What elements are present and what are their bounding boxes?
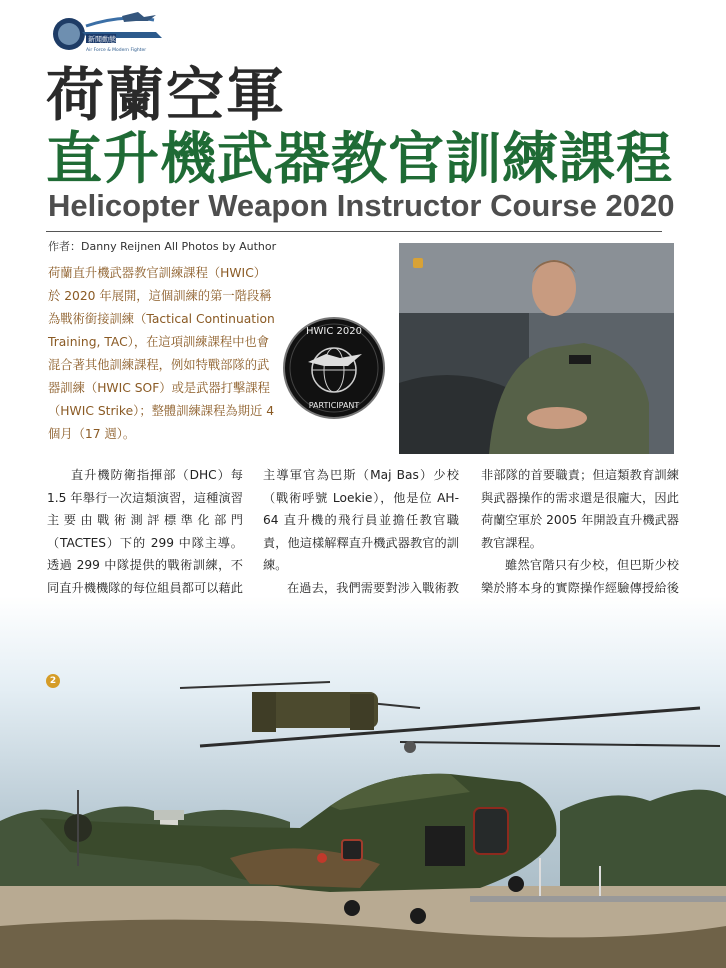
instructor-portrait-photo bbox=[399, 243, 674, 454]
instructor-face bbox=[532, 260, 576, 316]
title-zh-line2: 直升機武器教官訓練課程 bbox=[46, 127, 673, 192]
title-en: Helicopter Weapon Instructor Course 2020 bbox=[48, 188, 675, 223]
body-paragraph: 主導軍官為巴斯（Maj Bas）少校（戰術呼號 Loekie），他是位 AH-64 直升機的飛行員並擔任教官職責，他這樣解釋直升機武器教官的訓練。 bbox=[263, 468, 459, 573]
patch-bottom-text: PARTICIPANT bbox=[308, 401, 360, 410]
photo-number-marker bbox=[413, 258, 423, 268]
logo-text-en: Air Force & Modern Fighter bbox=[86, 48, 147, 53]
body-paragraph: 非部隊的首要職責；但這類教育訓練與武器操作的需求還是很龐大，因此荷蘭空軍於 2005 年開設直升機武器教官課程。 bbox=[481, 468, 679, 550]
page-number: 2 bbox=[46, 674, 60, 688]
magazine-section-logo bbox=[52, 8, 164, 54]
body-paragraph: 直升機防衛指揮部（DHC）每 1.5 年舉行一次這類演習，這種演習主要由戰術測評標準化部門（TACTES）下的 299 中隊主導。透過 299 中隊提供的戰術訓練，不同直升機機隊的每位組員都可以藉此 bbox=[47, 468, 243, 595]
title-divider bbox=[46, 231, 662, 232]
hwic-patch bbox=[278, 308, 390, 428]
title-zh-line1: 荷蘭空軍 bbox=[46, 61, 287, 129]
helicopter-scene-photo bbox=[0, 596, 726, 968]
patch-top-text: HWIC 2020 bbox=[306, 326, 362, 337]
logo-text-zh: 新聞動態 bbox=[88, 35, 116, 44]
body-paragraph: 雖然官階只有少校，但巴斯少校樂於將本身的實際操作經驗傳授給後 bbox=[481, 558, 679, 595]
byline: 作者：Danny Reijnen All Photos by Author bbox=[48, 240, 277, 253]
body-paragraph: 在過去，我們需要對涉入戰術教 bbox=[287, 580, 459, 595]
intro-block bbox=[48, 262, 390, 446]
intro-paragraph: 荷蘭直升機武器教官訓練課程（HWIC）於 2020 年展開，這個訓練的第一階段稱為戰術銜接訓練（Tactical Continuation Training, TAC），在這項訓練課程中也會混合著其他訓練課程，例如特戰部隊的武器訓練（HWIC SOF）或是武器打擊課程（HWIC Strike）；整體訓練課程為期近 4 個月（17 週）。 bbox=[48, 266, 275, 441]
